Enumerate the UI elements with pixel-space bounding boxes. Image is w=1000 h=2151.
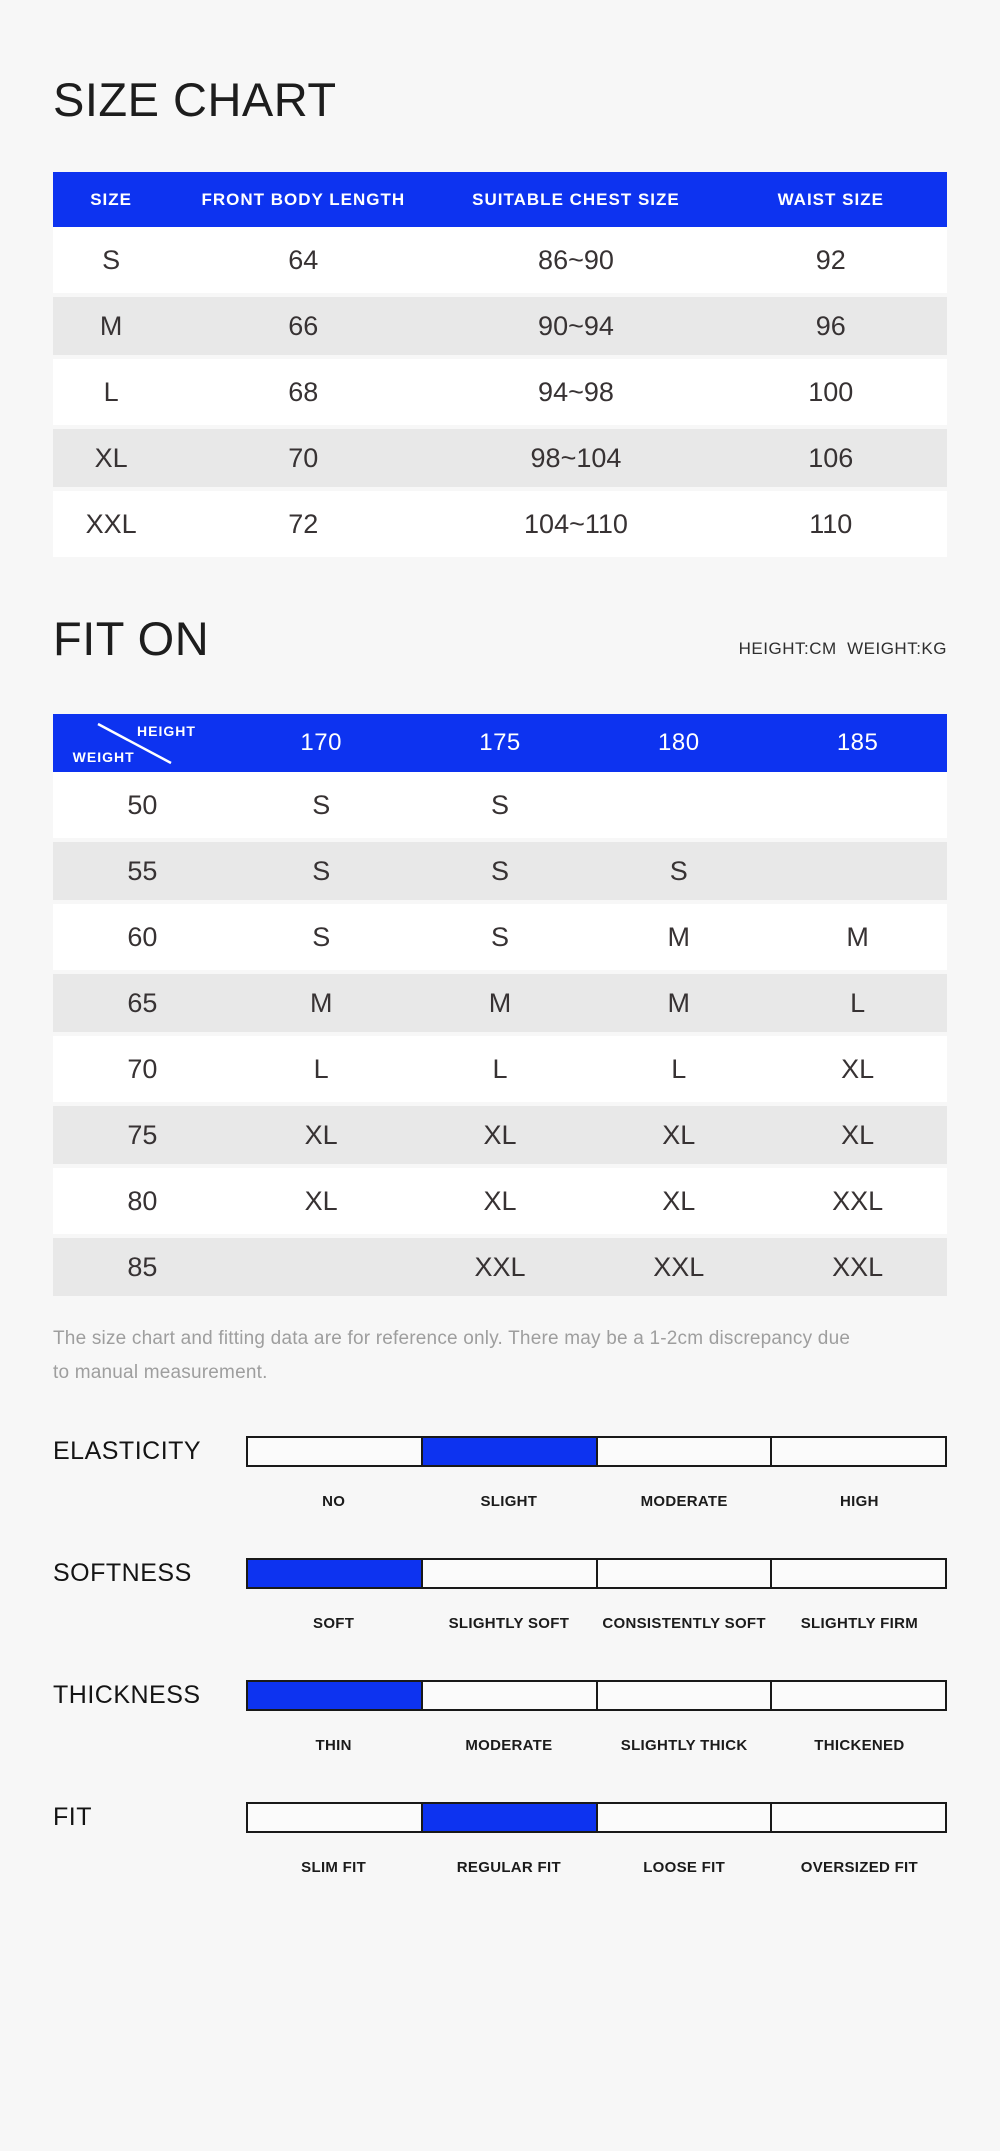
cell-size: M [667, 987, 691, 1018]
cell-chest-size: 90~94 [538, 310, 614, 341]
size-chart-header-row [53, 172, 947, 227]
cell-chest-size: 86~90 [538, 244, 614, 275]
option-label: SLIGHTLY SOFT [448, 1615, 570, 1632]
cell-size: M [667, 921, 691, 952]
option-label: SOFT [313, 1615, 355, 1632]
cell-size: XL [841, 1119, 875, 1150]
cell-size: XL [483, 1119, 517, 1150]
cell-size: XXL [85, 508, 137, 539]
table-row [53, 772, 947, 838]
cell-front-body-length: 68 [288, 376, 319, 407]
column-header-175: 175 [479, 729, 521, 756]
cell-weight: 70 [127, 1053, 158, 1084]
table-row [53, 227, 947, 293]
disclaimer-line-2: to manual measurement. [53, 1362, 268, 1383]
table-row [53, 1168, 947, 1234]
disclaimer-line-1: The size chart and fitting data are for reference only. There may be a 1-2cm discrepancy due [53, 1328, 851, 1349]
cell-size: S [490, 855, 509, 886]
cell-size: XXL [832, 1185, 884, 1216]
option-label: CONSISTENTLY SOFT [602, 1615, 766, 1632]
bar-segment [772, 1682, 945, 1709]
table-row [53, 1036, 947, 1102]
column-header-180: 180 [658, 729, 700, 756]
cell-size: L [671, 1053, 687, 1084]
cell-size: S [490, 789, 509, 820]
cell-size: L [313, 1053, 329, 1084]
feature-elasticity [53, 1436, 947, 1510]
fit-on-title: FIT ON [53, 612, 210, 665]
cell-waist-size: 106 [808, 442, 854, 473]
cell-size: L [850, 987, 866, 1018]
cell-waist-size: 96 [815, 310, 846, 341]
cell-size: XXL [474, 1251, 526, 1282]
cell-size: L [492, 1053, 508, 1084]
column-header-170: 170 [300, 729, 342, 756]
table-row [53, 904, 947, 970]
cell-weight: 50 [127, 789, 158, 820]
feature-label: ELASTICITY [53, 1437, 202, 1465]
feature-bars-section [53, 1436, 947, 1876]
cell-front-body-length: 72 [288, 508, 319, 539]
cell-waist-size: 110 [809, 508, 853, 539]
cell-size: XL [304, 1185, 338, 1216]
fit-on-table [53, 714, 947, 1300]
bar-segment [423, 1682, 598, 1709]
option-label: SLIGHTLY FIRM [800, 1615, 918, 1632]
content-area [0, 74, 1000, 1876]
cell-weight: 55 [127, 855, 158, 886]
option-label: MODERATE [640, 1493, 728, 1510]
bar-segment [772, 1438, 945, 1465]
column-header-185: 185 [836, 729, 879, 756]
cell-size: M [309, 987, 333, 1018]
bar-segment [423, 1438, 598, 1465]
cell-front-body-length: 64 [288, 244, 319, 275]
units-label: HEIGHT:CM WEIGHT:KG [738, 639, 947, 658]
cell-size: XL [841, 1053, 875, 1084]
cell-chest-size: 94~98 [538, 376, 614, 407]
cell-size: XXL [832, 1251, 884, 1282]
option-label: REGULAR FIT [456, 1859, 561, 1876]
table-row [53, 491, 947, 557]
option-label: HIGH [840, 1493, 879, 1510]
feature-label: FIT [53, 1803, 92, 1831]
cell-size: XL [304, 1119, 338, 1150]
bar-segment [598, 1560, 773, 1587]
option-label: OVERSIZED FIT [800, 1859, 918, 1876]
column-header-waist-size: WAIST SIZE [777, 189, 884, 209]
column-header-front-body-length: FRONT BODY LENGTH [201, 189, 406, 209]
table-row [53, 970, 947, 1036]
cell-size: XL [94, 442, 128, 473]
axis-height-label: HEIGHT [137, 723, 196, 739]
cell-chest-size: 98~104 [530, 442, 622, 473]
feature-label: SOFTNESS [53, 1559, 192, 1587]
cell-waist-size: 92 [815, 244, 846, 275]
cell-size: S [312, 921, 331, 952]
cell-weight: 65 [127, 987, 158, 1018]
column-header-suitable-chest-size: SUITABLE CHEST SIZE [472, 189, 680, 209]
feature-thickness [53, 1680, 947, 1754]
column-header-size: SIZE [90, 189, 132, 209]
bar-segment [248, 1560, 423, 1587]
thickness-bar [246, 1680, 947, 1711]
cell-size: XXL [653, 1251, 705, 1282]
option-label: SLIM FIT [301, 1859, 367, 1876]
feature-softness [53, 1558, 947, 1632]
bar-segment [772, 1804, 945, 1831]
cell-size: S [669, 855, 688, 886]
cell-waist-size: 100 [808, 376, 854, 407]
softness-bar [246, 1558, 947, 1589]
cell-weight: 75 [127, 1119, 158, 1150]
height-weight-axis-cell [53, 714, 232, 772]
feature-fit [53, 1802, 947, 1876]
cell-size: S [312, 789, 331, 820]
disclaimer-note [53, 1322, 947, 1390]
cell-size: XL [662, 1119, 696, 1150]
bar-segment [423, 1560, 598, 1587]
cell-size: XL [483, 1185, 517, 1216]
bar-segment [248, 1682, 423, 1709]
option-label: NO [322, 1493, 346, 1510]
cell-front-body-length: 66 [288, 310, 319, 341]
cell-weight: 85 [127, 1251, 158, 1282]
bar-segment [248, 1804, 423, 1831]
bar-segment [598, 1682, 773, 1709]
cell-size: M [846, 921, 869, 952]
option-label: SLIGHTLY THICK [620, 1737, 748, 1754]
option-label: THIN [315, 1737, 352, 1754]
cell-size: M [99, 310, 123, 341]
cell-size: XL [662, 1185, 696, 1216]
option-label: LOOSE FIT [643, 1859, 726, 1876]
fit-on-title-row [53, 613, 947, 665]
bar-segment [423, 1804, 598, 1831]
cell-weight: 60 [127, 921, 158, 952]
cell-chest-size: 104~110 [524, 508, 628, 539]
table-row [53, 293, 947, 359]
bar-segment [248, 1438, 423, 1465]
cell-size: M [488, 987, 512, 1018]
table-row [53, 425, 947, 491]
option-label: MODERATE [465, 1737, 553, 1754]
size-chart-title: SIZE CHART [53, 73, 337, 126]
size-chart-table [53, 172, 947, 557]
cell-size: S [102, 244, 121, 275]
option-label: THICKENED [814, 1737, 905, 1754]
bar-segment [772, 1560, 945, 1587]
elasticity-bar [246, 1436, 947, 1467]
cell-front-body-length: 70 [288, 442, 319, 473]
fit-on-header-row [53, 714, 947, 772]
cell-size: L [103, 376, 119, 407]
fit-bar [246, 1802, 947, 1833]
table-row [53, 1102, 947, 1168]
cell-size: S [312, 855, 331, 886]
cell-weight: 80 [127, 1185, 158, 1216]
cell-size: S [490, 921, 509, 952]
table-row [53, 1234, 947, 1300]
table-row [53, 359, 947, 425]
axis-weight-label: WEIGHT [72, 749, 135, 765]
option-label: SLIGHT [480, 1493, 538, 1510]
bar-segment [598, 1804, 773, 1831]
table-row [53, 838, 947, 904]
feature-label: THICKNESS [53, 1681, 201, 1709]
bar-segment [598, 1438, 773, 1465]
